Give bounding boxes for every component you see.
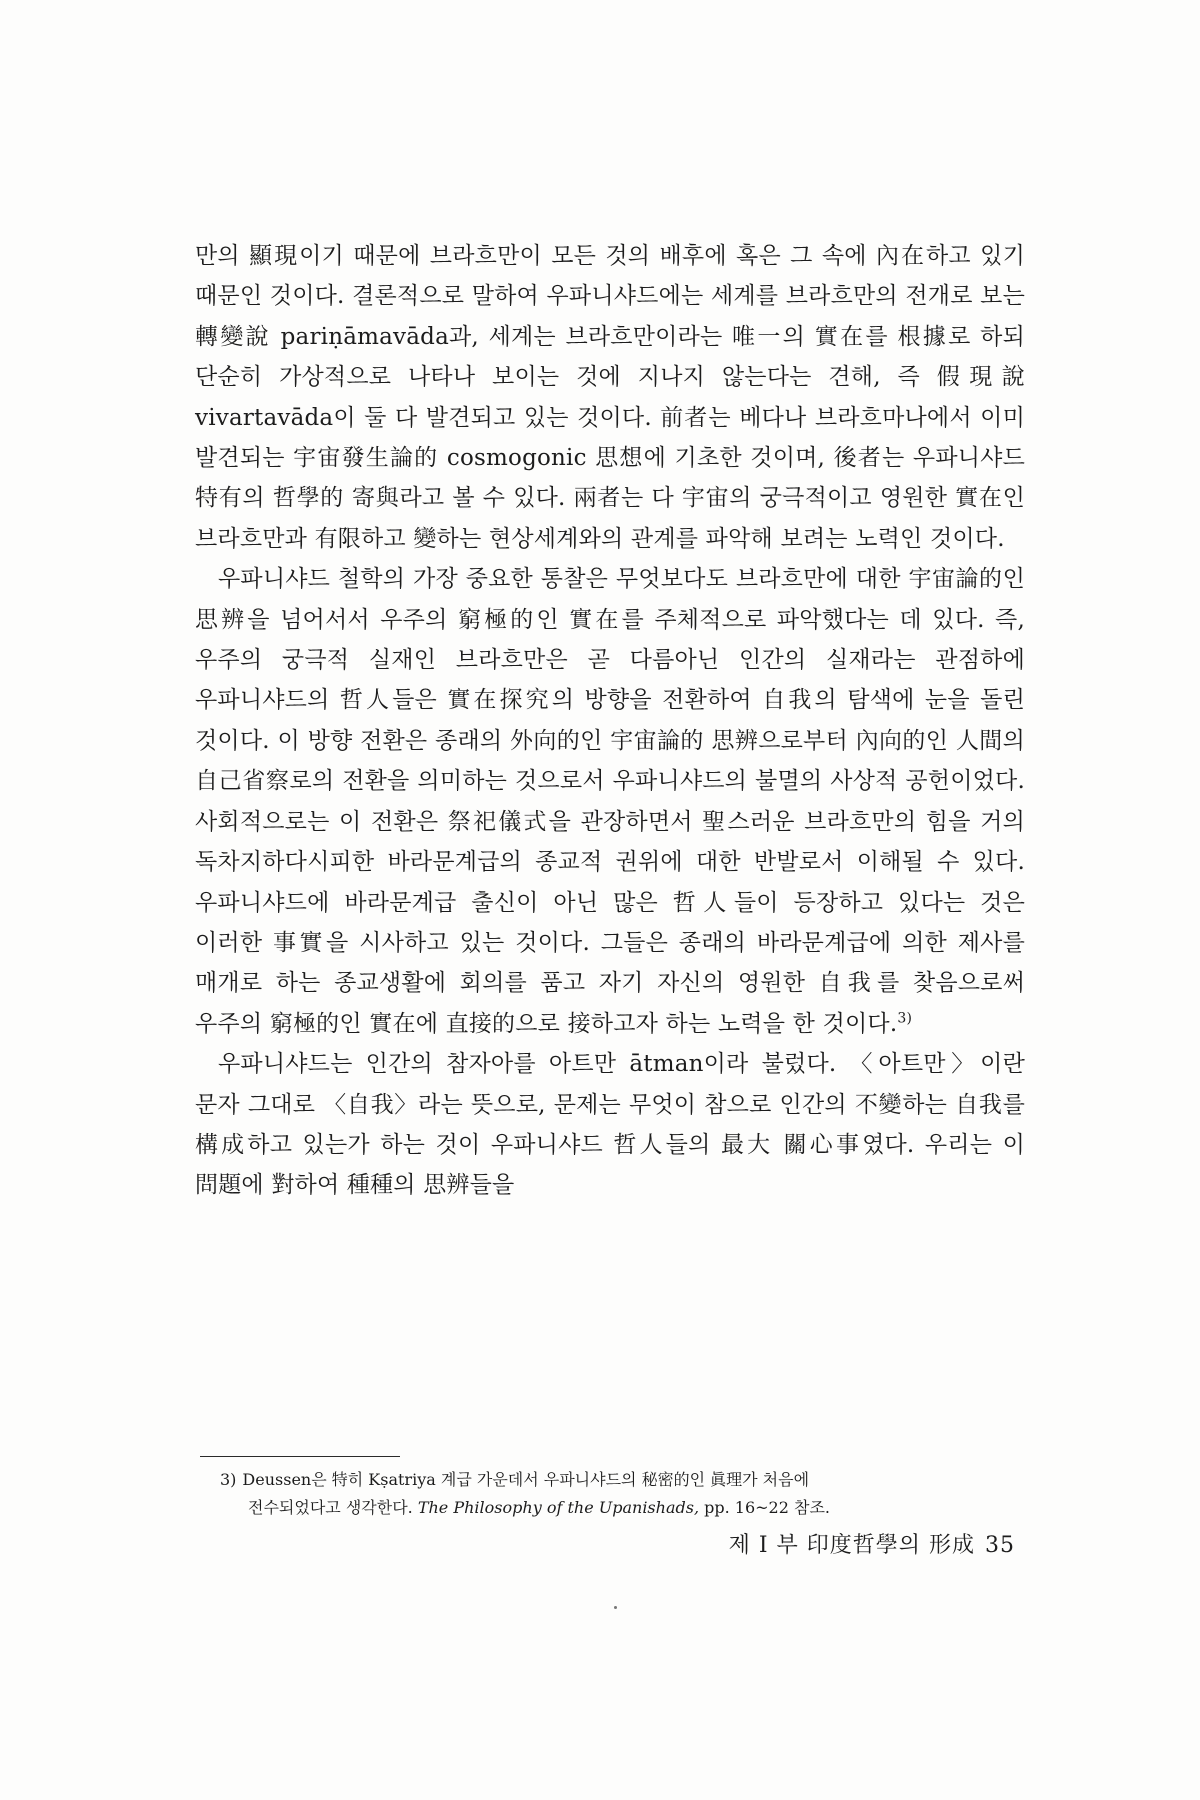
footer-section-title: 제 I 부 印度哲學의 形成: [728, 1533, 975, 1558]
footnote-number: 3): [220, 1470, 237, 1489]
footnote-reference: 3): [897, 1010, 913, 1027]
page-number: 35: [985, 1533, 1015, 1558]
footnote-book-title: The Philosophy of the Upanishads,: [417, 1498, 700, 1517]
footnote: [220, 1466, 1025, 1522]
footnote-text-line2: 전수되었다고 생각한다.: [248, 1498, 413, 1517]
body-text: [195, 236, 1025, 1206]
footnote-pages: pp. 16~22 참조.: [704, 1498, 830, 1517]
footnote-continuation: [220, 1494, 1025, 1522]
paragraph-3: 우파니샤드는 인간의 참자아를 아트만 ātman이라 불렀다. 〈아트만〉이란 문자 그대로 〈自我〉라는 뜻으로, 문제는 무엇이 참으로 인간의 不變하는 自我를 構成하고 있는가 하는 것이 우파니샤드 哲人들의 最大 關心事였다. 우리는 이 問題에 對하여 種種의 思辨들을: [195, 1051, 1025, 1199]
footnote-divider: [200, 1456, 400, 1457]
paragraph-1: 만의 顯現이기 때문에 브라흐만이 모든 것의 배후에 혹은 그 속에 內在하고 있기 때문인 것이다. 결론적으로 말하여 우파니샤드에는 세계를 브라흐만의 전개로 보는 轉變說 pariṇāmavāda과, 세계는 브라흐만이라는 唯一의 實在를 根據로 하되 단순히 가상적으로 나타나 보이는 것에 지나지 않는다는 견해, 즉 假現說 vivartavāda이 둘 다 발견되고 있는 것이다. 前者는 베다나 브라흐마나에서 이미 발견되는 宇宙發生論的 cosmogonic 思想에 기초한 것이며, 後者는 우파니샤드 特有의 哲學的 寄與라고 볼 수 있다. 兩者는 다 宇宙의 궁극적이고 영원한 實在인 브라흐만과 有限하고 變하는 현상세계와의 관계를 파악해 보려는 노력인 것이다.: [195, 243, 1025, 552]
footnote-text-line1: Deussen은 特히 Kṣatriya 계급 가운데서 우파니샤드의 秘密的인 眞理가 처음에: [242, 1470, 810, 1489]
paragraph-2-text: 우파니샤드 철학의 가장 중요한 통찰은 무엇보다도 브라흐만에 대한 宇宙論的인 思辨을 넘어서서 우주의 窮極的인 實在를 주체적으로 파악했다는 데 있다. 즉, 우주의 궁극적 실재인 브라흐만은 곧 다름아닌 인간의 실재라는 관점하에 우파니샤드의 哲人들은 實在探究의 방향을 전환하여 自我의 탐색에 눈을 돌린 것이다. 이 방향 전환은 종래의 外向的인 宇宙論的 思辨으로부터 內向的인 人間의 自己省察로의 전환을 의미하는 것으로서 우파니샤드의 불멸의 사상적 공헌이었다. 사회적으로는 이 전환은 祭祀儀式을 관장하면서 聖스러운 브라흐만의 힘을 거의 독차지하다시피한 바라문계급의 종교적 권위에 대한 반발로서 이해될 수 있다. 우파니샤드에 바라문계급 출신이 아닌 많은 哲人들이 등장하고 있다는 것은 이러한 事實을 시사하고 있는 것이다. 그들은 종래의 바라문계급에 의한 제사를 매개로 하는 종교생활에 회의를 품고 자기 자신의 영원한 自我를 찾음으로써 우주의 窮極的인 實在에 直接的으로 接하고자 하는 노력을 한 것이다.: [195, 566, 1025, 1037]
paragraph-2: [195, 559, 1025, 1044]
running-footer: [729, 1528, 1015, 1559]
print-speck: [614, 1606, 617, 1609]
